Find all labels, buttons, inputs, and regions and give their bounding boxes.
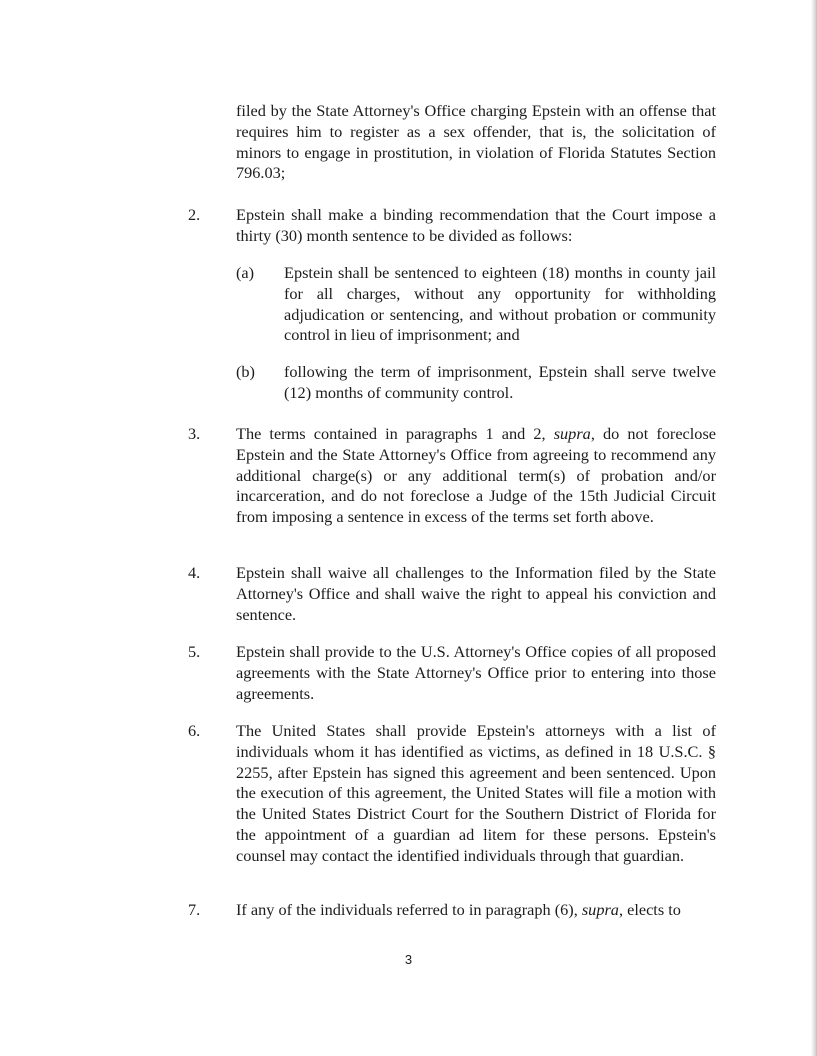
paragraph-number: 6. (188, 721, 201, 740)
text-run: If any of the individuals referred to in paragraph (6), (236, 900, 582, 919)
paragraph-text (236, 900, 716, 921)
paragraph-text: The United States shall provide Epstein's attorneys with a list of individuals whom it has identified as victims, as defined in 18 U.S.C. § 2255, after Epstein has signed this agreement and been sentenced. Upon the execution of this agreement, the United States will file a motion with the United States District Court for the Southern District of Florida for the appointment of a guardian ad litem for these persons. Epstein's counsel may contact the identified individuals through that guardian. (236, 721, 716, 865)
paragraph-text: Epstein shall waive all challenges to the Information filed by the State Attorney's Office and shall waive the right to appeal his conviction and sentence. (236, 563, 716, 624)
paragraph-2 (236, 205, 716, 247)
paragraph-text (236, 424, 716, 528)
paragraph-7 (236, 900, 716, 921)
italic-text: supra (581, 900, 619, 919)
subparagraph-a (284, 263, 716, 346)
paragraph-number: 7. (188, 900, 201, 919)
paragraph-number: 2. (188, 205, 201, 224)
subparagraph-label: (b) (236, 362, 255, 381)
subparagraph-text: Epstein shall be sentenced to eighteen (18) months in county jail for all charges, without any opportunity for withholding adjudication or sentencing, and without probation or community control in lieu of imprisonment; and (284, 263, 716, 345)
paragraph-3 (236, 424, 716, 528)
text-run: , do not foreclose Epstein and the State Attorney's Office from agreeing to recommend any additional charge(s) or any additional term(s) of probation and/or incarceration, and do not foreclose a Judge of the 15th Judicial Circuit from imposing a sentence in excess of the terms set forth above. (236, 424, 717, 527)
paragraph-text: Epstein shall provide to the U.S. Attorney's Office copies of all proposed agreements with the State Attorney's Office prior to entering into those agreements. (236, 642, 716, 703)
paragraph-number: 3. (188, 424, 201, 443)
paragraph-4 (236, 563, 716, 625)
text-run: The terms contained in paragraphs 1 and 2, (236, 424, 554, 443)
paragraph-text: filed by the State Attorney's Office charging Epstein with an offense that requires him to register as a sex offender, that is, the solicitation of minors to engage in prostitution, in violation of Florida Statutes Section 796.03; (236, 101, 716, 183)
subparagraph-text: following the term of imprisonment, Epstein shall serve twelve (12) months of community control. (284, 362, 716, 402)
italic-text: supra (553, 424, 591, 443)
paragraph-5 (236, 642, 716, 704)
scan-edge (811, 0, 817, 1056)
subparagraph-b (284, 362, 716, 404)
paragraph-1-continuation (236, 101, 716, 184)
paragraph-number: 4. (188, 563, 201, 582)
subparagraph-label: (a) (236, 263, 255, 282)
paragraph-number: 5. (188, 642, 201, 661)
text-run: , elects to (618, 900, 681, 919)
paragraph-text: Epstein shall make a binding recommendation that the Court impose a thirty (30) month sentence to be divided as follows: (236, 205, 716, 245)
paragraph-6 (236, 721, 716, 867)
page-number: 3 (404, 952, 413, 967)
